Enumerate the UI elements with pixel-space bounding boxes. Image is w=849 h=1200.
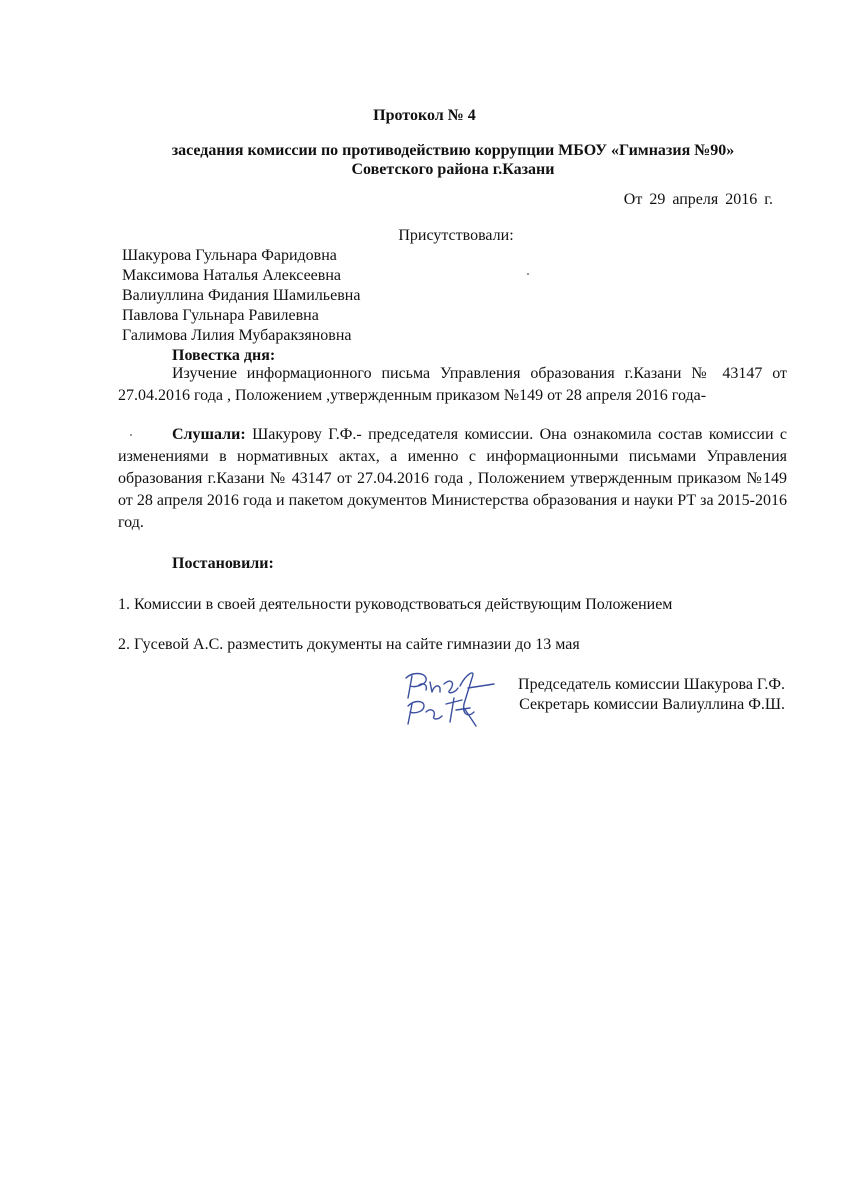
heard-paragraph [118,424,787,534]
document-subtitle-line1: заседания комиссии по противодействию коррупции МБОУ «Гимназия №90» [171,142,735,159]
member-name: Павлова Гульнара Равилевна [122,307,319,324]
member-name: Валиуллина Фидания Шамильевна [122,287,361,304]
member-name: Максимова Наталья Алексеевна [122,267,341,284]
chairman-signature-line: Председатель комиссии Шакурова Г.Ф. [518,676,785,693]
document-subtitle-line2: Советского района г.Казани [351,161,555,178]
heard-label: Слушали: [172,426,246,443]
scan-speck [130,434,132,436]
scan-speck [527,273,529,275]
heard-text: Шакурову Г.Ф.- председателя комиссии. Она ознакомила состав комиссии с изменениями в нормативных актах, а именно с информационными письмами Управления образования г.Казани № 43147 от 27.04.2016 года , Положением утвержденным приказом №149 от 28 апреля 2016 года и пакетом документов Министерства образования и науки РТ за 2015-2016 год. [118,426,787,531]
agenda-text: Изучение информационного письма Управления образования г.Казани № 43147 от 27.04.2016 года , Положением ,утвержденным приказом №149 от 28 апреля 2016 года- [118,365,787,404]
handwritten-signature [398,664,508,734]
secretary-signature-line: Секретарь комиссии Валиуллина Ф.Ш. [519,696,785,713]
resolution-item: 1. Комиссии в своей деятельности руководствоваться действующим Положением [118,596,673,613]
agenda-heading: Повестка дня: [172,347,276,364]
resolved-heading: Постановили: [172,555,274,572]
agenda-paragraph [118,363,787,407]
present-heading: Присутствовали: [398,227,514,244]
document-date: От 29 апреля 2016 г. [623,191,773,208]
document-title: Протокол № 4 [373,107,476,124]
member-name: Галимова Лилия Мубаракзяновна [122,327,352,344]
member-name: Шакурова Гульнара Фаридовна [122,247,337,264]
resolution-item: 2. Гусевой А.С. разместить документы на сайте гимназии до 13 мая [118,636,580,653]
